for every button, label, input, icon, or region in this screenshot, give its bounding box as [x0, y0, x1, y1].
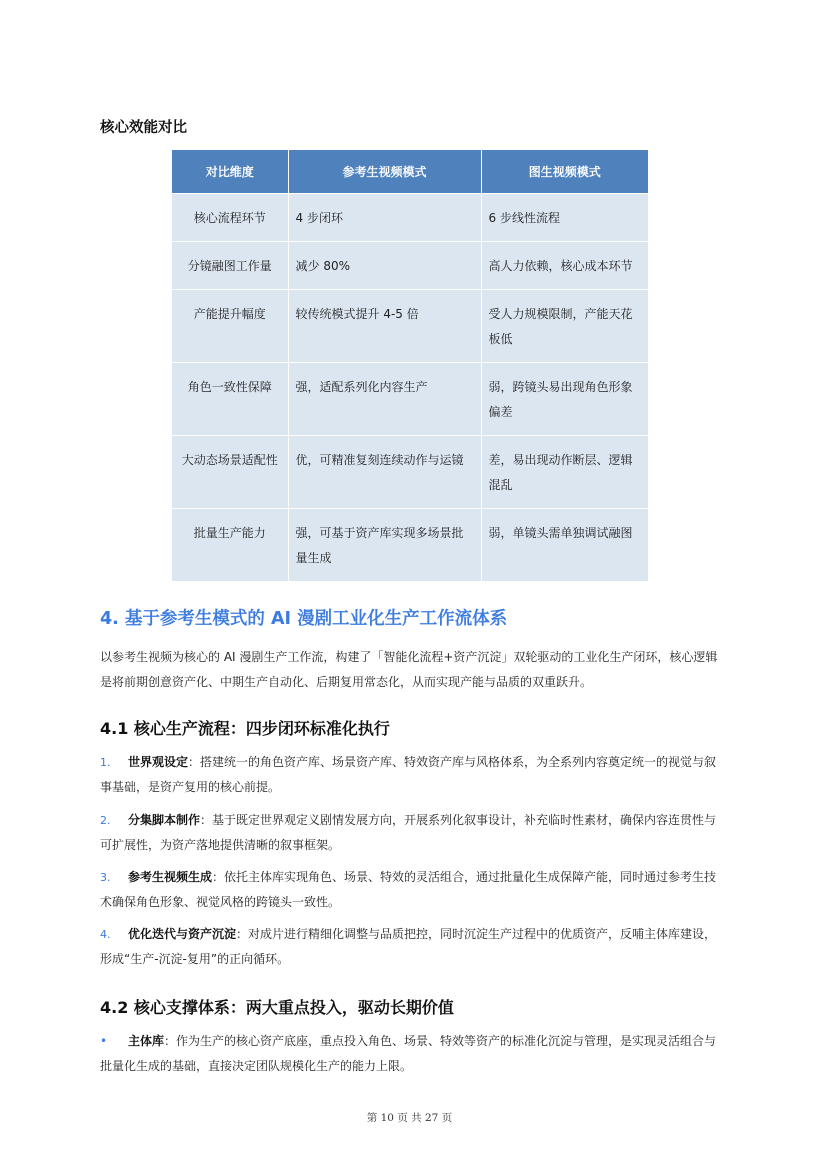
table-cell: 较传统模式提升 4-5 倍	[288, 290, 481, 363]
table-cell: 强，可基于资产库实现多场景批量生成	[288, 509, 481, 582]
bullet-item	[100, 1029, 720, 1079]
list-item	[100, 750, 720, 800]
table-cell: 产能提升幅度	[172, 290, 288, 363]
comparison-table	[172, 150, 648, 581]
list-term: 参考生视频生成	[128, 870, 213, 884]
subsection-heading: 4.1 核心生产流程：四步闭环标准化执行	[100, 719, 390, 738]
list-number: 3.	[100, 871, 111, 884]
subsection-heading: 4.2 核心支撑体系：两大重点投入，驱动长期价值	[100, 998, 454, 1017]
list-item	[100, 922, 720, 972]
intro-paragraph: 以参考生视频为核心的 AI 漫剧生产工作流，构建了「智能化流程+资产沉淀」双轮驱动的工业化生产闭环，核心逻辑是将前期创意资产化、中期生产自动化、后期复用常态化，从而实现产能与品质的双重跃升。	[100, 650, 718, 689]
section-title: 核心效能对比	[100, 120, 187, 136]
table-row	[172, 363, 648, 436]
list-term: 优化迭代与资产沉淀	[128, 927, 237, 941]
list-number: 2.	[100, 814, 111, 827]
list-term: 主体库	[128, 1034, 165, 1048]
table-cell: 4 步闭环	[288, 194, 481, 242]
table-cell: 大动态场景适配性	[172, 436, 288, 509]
table-header-cell: 图生视频模式	[481, 150, 648, 194]
table-cell: 差，易出现动作断层、逻辑混乱	[481, 436, 648, 509]
list-text: ：作为生产的核心资产底座，重点投入角色、场景、特效等资产的标准化沉淀与管理，是实现灵活组合与批量化生成的基础，直接决定团队规模化生产的能力上限。	[100, 1034, 717, 1073]
table-cell: 分镜融图工作量	[172, 242, 288, 290]
table-cell: 减少 80%	[288, 242, 481, 290]
section-heading: 4. 基于参考生模式的 AI 漫剧工业化生产工作流体系	[100, 609, 508, 629]
list-text: ：依托主体库实现角色、场景、特效的灵活组合，通过批量化生成保障产能，同时通过参考生技术确保角色形象、视觉风格的跨镜头一致性。	[100, 870, 717, 909]
table-cell: 受人力规模限制，产能天花板低	[481, 290, 648, 363]
table-cell: 优，可精准复刻连续动作与运镜	[288, 436, 481, 509]
table-cell: 强，适配系列化内容生产	[288, 363, 481, 436]
table-cell: 批量生产能力	[172, 509, 288, 582]
table-header-row	[172, 150, 648, 194]
table-cell: 弱，单镜头需单独调试融图	[481, 509, 648, 582]
table-cell: 6 步线性流程	[481, 194, 648, 242]
table-cell: 弱，跨镜头易出现角色形象偏差	[481, 363, 648, 436]
list-item	[100, 865, 720, 915]
list-term: 世界观设定	[128, 755, 189, 769]
table-row	[172, 290, 648, 363]
table-cell: 高人力依赖，核心成本环节	[481, 242, 648, 290]
page-footer: 第 10 页 共 27 页	[366, 1112, 453, 1124]
bullet-icon: •	[100, 1034, 108, 1048]
table-row	[172, 509, 648, 582]
list-text: ：对成片进行精细化调整与品质把控，同时沉淀生产过程中的优质资产，反哺主体库建设，形成“生产-沉淀-复用”的正向循环。	[100, 927, 717, 966]
table-row	[172, 436, 648, 509]
table-header-cell: 参考生视频模式	[288, 150, 481, 194]
list-term: 分集脚本制作	[128, 813, 201, 827]
table-row	[172, 194, 648, 242]
list-number: 1.	[100, 756, 111, 769]
table-header-cell: 对比维度	[172, 150, 288, 194]
table-cell: 核心流程环节	[172, 194, 288, 242]
list-number: 4.	[100, 928, 111, 941]
table-row	[172, 242, 648, 290]
list-text: ：搭建统一的角色资产库、场景资产库、特效资产库与风格体系，为全系列内容奠定统一的视觉与叙事基础，是资产复用的核心前提。	[100, 755, 717, 794]
table-cell: 角色一致性保障	[172, 363, 288, 436]
list-item	[100, 808, 720, 858]
list-text: ：基于既定世界观定义剧情发展方向，开展系列化叙事设计，补充临时性素材，确保内容连贯性与可扩展性，为资产落地提供清晰的叙事框架。	[100, 813, 717, 852]
